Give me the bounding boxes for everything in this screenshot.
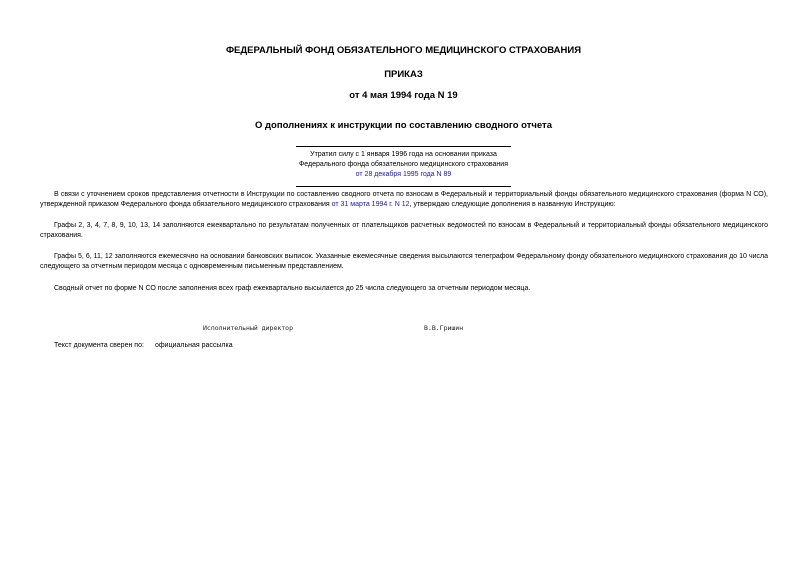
paragraph-intro-text-start: В связи с уточнением сроков представления отчетности в Инструкции по составлению сводного отчета по взносам в Федеральный и территориальный фонды обязательного медицинского страхования (форма N СО), утвержденной приказом Федерального фонда обязательного медицинского страхования xyxy=(40,191,768,208)
signatory-title: Исполнительный директор xyxy=(203,324,294,332)
paragraph-report-deadline: Сводный отчет по форме N СО после заполнения всех граф ежеквартально высылается до 25 числа следующего за отчетным периодом месяца. xyxy=(54,285,531,292)
verification-source: официальная рассылка xyxy=(155,342,233,349)
paragraph-quarterly-columns: Графы 2, 3, 4, 7, 8, 9, 10, 13, 14 заполняются ежеквартально по результатам полученных от плательщиков расчетных ведомостей по взносам в Федеральный и территориальный фонды обязательного медицинского страхования. xyxy=(40,222,768,239)
paragraph-intro-text-end: , утверждаю следующие дополнения в названную Инструкцию: xyxy=(409,201,616,208)
status-note-line-1: Утратил силу с 1 января 1996 года на основании приказа xyxy=(310,151,497,158)
document-date-number: от 4 мая 1994 года N 19 xyxy=(349,90,458,101)
paragraph-monthly-columns: Графы 5, 6, 11, 12 заполняются ежемесячно на основании банковских выписок. Указанные ежемесячные сведения высылаются телеграфом Федеральному фонду обязательного медицинского страхования до 10 числа следующего за отчетным периодом месяца с одновременным письменным представлением. xyxy=(40,253,768,270)
document-type: ПРИКАЗ xyxy=(384,69,423,80)
instruction-order-link[interactable]: от 31 марта 1994 г. N 12 xyxy=(331,201,410,208)
verification-label: Текст документа сверен по: xyxy=(54,342,144,349)
signatory-name: В.В.Гришин xyxy=(424,324,464,332)
status-note-line-2: Федерального фонда обязательного медицинского страхования xyxy=(298,161,508,168)
status-note-line-3 xyxy=(240,170,567,180)
paragraph-intro xyxy=(40,190,768,210)
organization-title: ФЕДЕРАЛЬНЫЙ ФОНД ОБЯЗАТЕЛЬНОГО МЕДИЦИНСКОГО СТРАХОВАНИЯ xyxy=(225,45,582,56)
status-note-top-divider xyxy=(296,146,511,147)
document-subject: О дополнениях к инструкции по составлению сводного отчета xyxy=(254,120,552,131)
status-note-bottom-divider xyxy=(296,186,511,187)
repeal-order-link[interactable]: от 28 декабря 1995 года N 89 xyxy=(355,171,452,178)
